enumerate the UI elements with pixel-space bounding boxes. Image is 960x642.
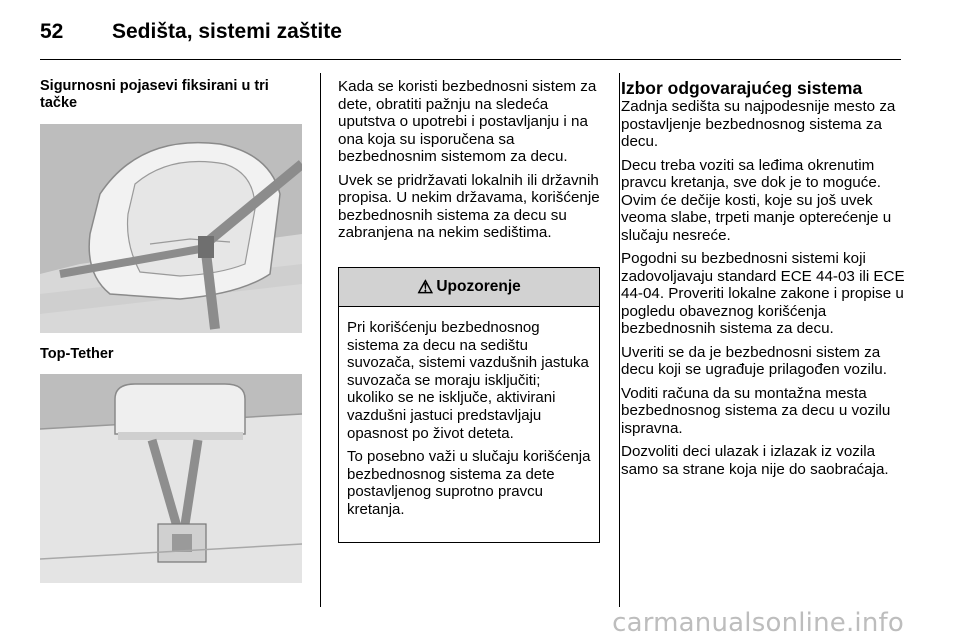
header-divider <box>40 59 901 60</box>
section-heading-three-point-belt: Sigurnosni pojasevi fiksirani u tri tačke <box>40 78 269 111</box>
column-divider-right <box>619 73 620 607</box>
paragraph: Decu treba voziti sa leđima okrenutim pravcu kretanja, sve dok je to moguće. Ovim će dečije kosti, koje su još uvek veoma slabe, trpeti manje opterećenje u slučaju nesreće. <box>621 156 892 244</box>
paragraph: Voditi računa da su montažna mesta bezbednosnog sistema za decu u vozilu ispravna. <box>621 384 891 437</box>
column-divider-left <box>320 73 321 607</box>
warning-paragraph: Pri korišćenju bezbednosnog sistema za decu na sedištu suvozača, sistemi vazdušnih jastuka suvozača se moraju isključiti; ukoliko se ne isključe, aktivirani vazdušni jastuci predstavljaju opasnost po život deteta. <box>347 319 589 442</box>
paragraph: Zadnja sedišta su najpodesnije mesto za postavljenje bezbednosnog sistema za decu. <box>621 98 896 150</box>
warning-body <box>339 307 599 519</box>
warning-header <box>339 268 599 307</box>
paragraph: Uvek se pridržavati lokalnih ili državnih propisa. U nekim državama, korišćenje bezbednosnih sistema za decu su zabranjena na nekim sedištima. <box>338 171 600 241</box>
warning-icon: ⚠ <box>417 276 434 297</box>
middle-column <box>338 78 602 248</box>
right-column <box>621 78 906 484</box>
warning-title: Upozorenje <box>436 278 521 295</box>
figure-child-seat-belt <box>40 124 302 333</box>
section-heading-top-tether: Top-Tether <box>40 346 114 362</box>
paragraph: Uveriti se da je bezbednosni sistem za decu koji se ugrađuje prilagođen vozilu. <box>621 343 887 378</box>
top-tether-illustration <box>40 374 302 583</box>
page-title: Sedišta, sistemi zaštite <box>112 20 342 43</box>
warning-paragraph: To posebno važi u slučaju korišćenja bezbednosnog sistema za dete postavljenog suprotno pravcu kretanja. <box>347 448 591 518</box>
child-seat-illustration <box>40 124 302 333</box>
paragraph: Pogodni su bezbednosni sistemi koji zadovoljavaju standard ECE 44-03 ili ECE 44-04. Proveriti lokalne zakone i propise u pogledu obaveznog korišćenja bezbednosnih sistema za decu. <box>621 250 905 337</box>
left-column <box>40 78 302 112</box>
paragraph: Kada se koristi bezbednosni sistem za dete, obratiti pažnju na sledeća uputstva o upotrebi i postavljanju i na ona koja su isporučena sa bezbednosnim sistemom za decu. <box>338 78 597 165</box>
paragraph: Dozvoliti deci ulazak i izlazak iz vozila samo sa strane koja nije do saobraćaja. <box>621 443 889 478</box>
section-heading-system-selection: Izbor odgovarajućeg sistema <box>621 78 863 98</box>
page-number: 52 <box>40 20 64 43</box>
warning-box <box>338 267 600 543</box>
watermark: carmanualsonline.info <box>612 608 904 638</box>
figure-top-tether <box>40 374 302 583</box>
